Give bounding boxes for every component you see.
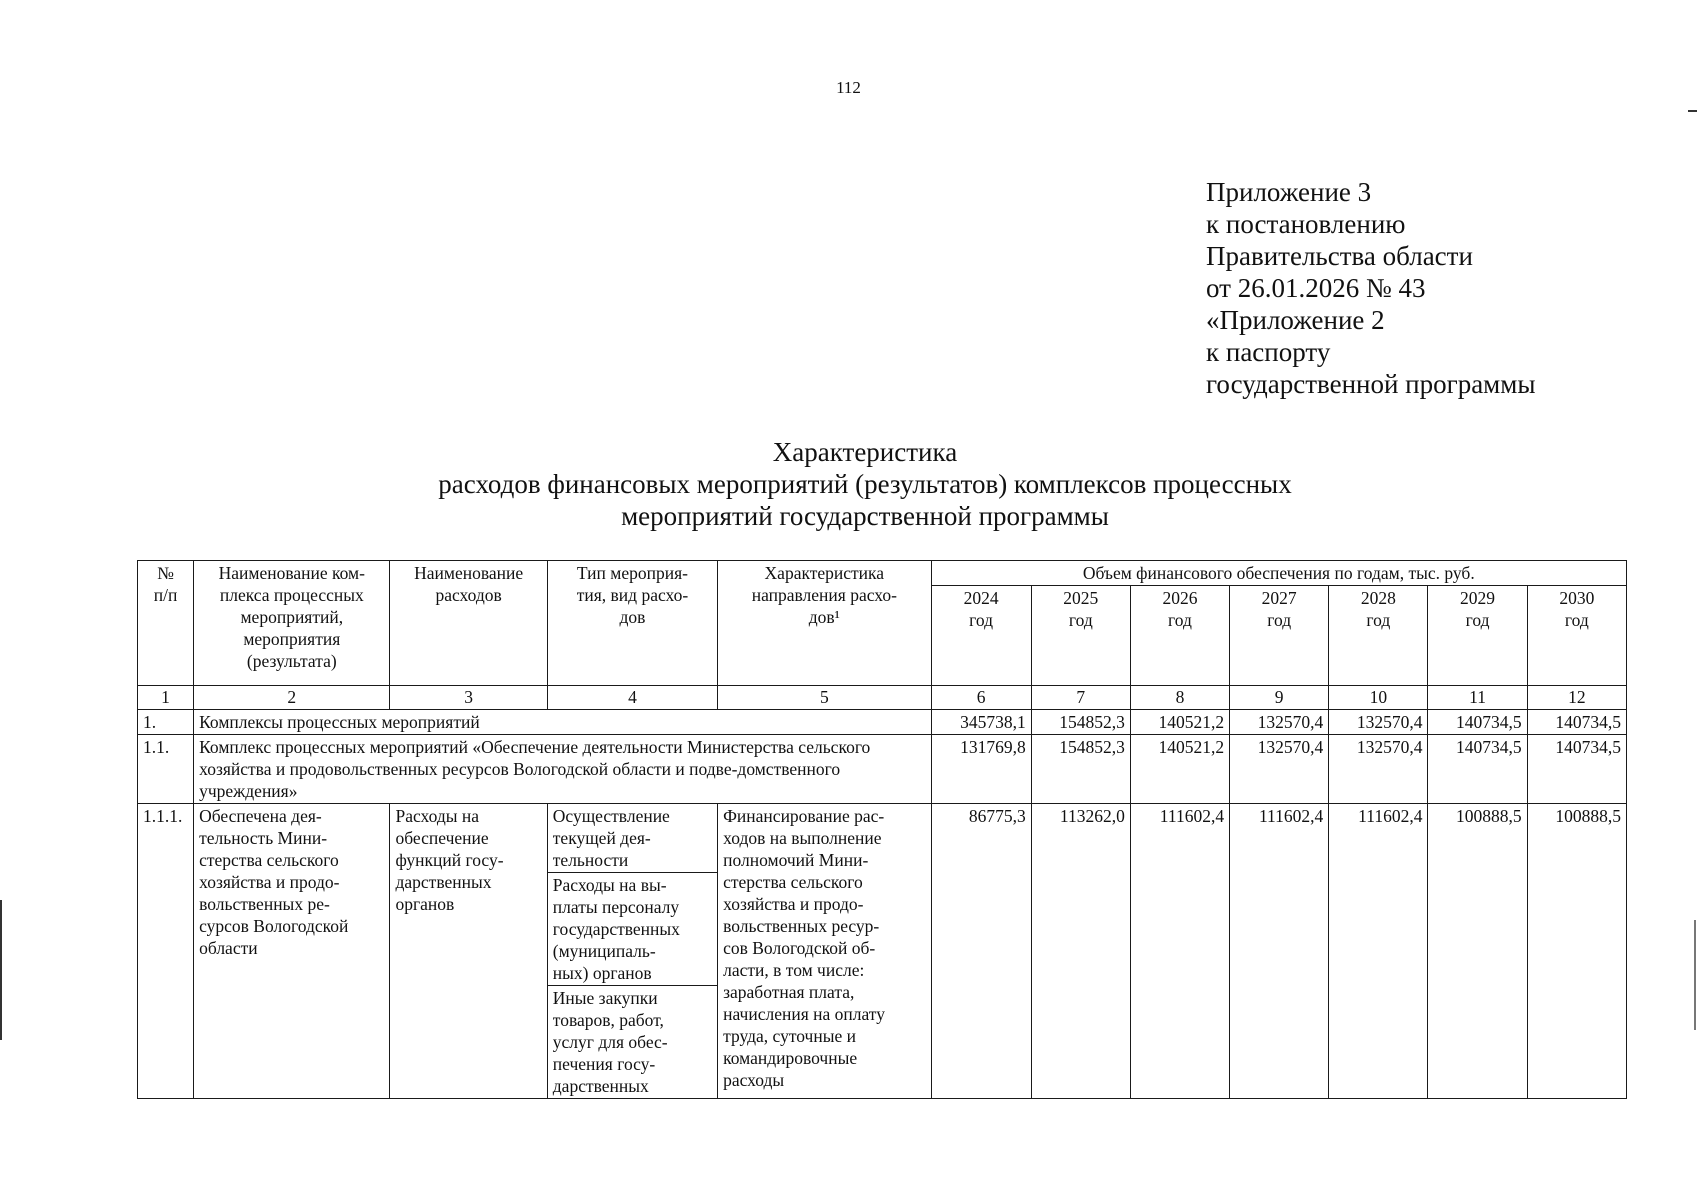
header-year: 2029 год <box>1428 586 1527 686</box>
column-number: 1 <box>138 686 194 710</box>
row-value: 140521,2 <box>1130 710 1229 735</box>
row-value: 132570,4 <box>1230 735 1329 804</box>
header-year: 2026 год <box>1130 586 1229 686</box>
column-number: 2 <box>194 686 390 710</box>
appendix-line: к постановлению <box>1206 209 1406 239</box>
scan-edge-mark <box>0 900 2 1040</box>
header-funding-group: Объем финансового обеспечения по годам, тыс. руб. <box>931 561 1626 586</box>
row-expense-name: Расходы на обеспечение функций госу- дарственных органов <box>390 804 547 1099</box>
document-title <box>0 436 1697 532</box>
table-row <box>138 735 1627 804</box>
column-number: 6 <box>931 686 1031 710</box>
row-value: 140734,5 <box>1527 710 1626 735</box>
header-direction: Характеристика направления расхо- дов¹ <box>718 561 931 686</box>
column-number: 9 <box>1230 686 1329 710</box>
column-number: 11 <box>1428 686 1527 710</box>
row-value: 154852,3 <box>1031 710 1130 735</box>
event-type-item: Расходы на вы- платы персоналу государственных (муниципаль- ных) органов <box>548 873 717 986</box>
column-number: 5 <box>718 686 931 710</box>
row-value: 140734,5 <box>1428 735 1527 804</box>
row-value: 111602,4 <box>1130 804 1229 1099</box>
row-num: 1.1. <box>138 735 194 804</box>
title-line: расходов финансовых мероприятий (результатов) комплексов процессных <box>438 469 1292 499</box>
row-value: 132570,4 <box>1230 710 1329 735</box>
header-expense-name: Наименование расходов <box>390 561 547 686</box>
column-number: 8 <box>1130 686 1229 710</box>
row-value: 140521,2 <box>1130 735 1229 804</box>
appendix-block <box>1206 176 1536 400</box>
page-number: 112 <box>836 78 861 97</box>
event-type-item: Осуществление текущей дея- тельности <box>548 804 717 873</box>
appendix-line: от 26.01.2026 № 43 <box>1206 273 1426 303</box>
row-value: 140734,5 <box>1428 710 1527 735</box>
column-number: 4 <box>547 686 717 710</box>
header-year: 2028 год <box>1329 586 1428 686</box>
appendix-line: к паспорту <box>1206 337 1331 367</box>
scan-edge-mark <box>1694 920 1696 1030</box>
column-number-row <box>138 686 1627 710</box>
row-value: 140734,5 <box>1527 735 1626 804</box>
row-num: 1. <box>138 710 194 735</box>
row-value: 111602,4 <box>1230 804 1329 1099</box>
header-year: 2024 год <box>931 586 1031 686</box>
row-value: 345738,1 <box>931 710 1031 735</box>
financing-table <box>137 560 1627 1099</box>
column-number: 10 <box>1329 686 1428 710</box>
row-value: 100888,5 <box>1428 804 1527 1099</box>
row-value: 131769,8 <box>931 735 1031 804</box>
row-value: 132570,4 <box>1329 710 1428 735</box>
appendix-line: «Приложение 2 <box>1206 305 1385 335</box>
header-row <box>138 561 1627 586</box>
scan-edge-mark <box>1688 110 1697 112</box>
table-row <box>138 804 1627 1099</box>
row-name: Комплексы процессных мероприятий <box>194 710 931 735</box>
title-line: Характеристика <box>772 437 958 467</box>
appendix-line: Правительства области <box>1206 241 1473 271</box>
row-value: 132570,4 <box>1329 735 1428 804</box>
column-number: 3 <box>390 686 547 710</box>
appendix-line: государственной программы <box>1206 369 1536 399</box>
appendix-line: Приложение 3 <box>1206 177 1372 207</box>
column-number: 12 <box>1527 686 1626 710</box>
row-name: Комплекс процессных мероприятий «Обеспечение деятельности Министерства сельского хозяйства и продовольственных ресурсов Вологодской области и подве-домственного учреждения» <box>194 735 931 804</box>
row-event-types <box>547 804 717 1099</box>
table-row <box>138 710 1627 735</box>
title-line: мероприятий государственной программы <box>621 501 1109 531</box>
row-value: 111602,4 <box>1329 804 1428 1099</box>
column-number: 7 <box>1031 686 1130 710</box>
row-value: 86775,3 <box>931 804 1031 1099</box>
header-event-type: Тип мероприя- тия, вид расхо- дов <box>547 561 717 686</box>
event-type-item: Иные закупки товаров, работ, услуг для обес- печения госу- дарственных <box>552 988 668 1096</box>
row-value: 100888,5 <box>1527 804 1626 1099</box>
row-num: 1.1.1. <box>138 804 194 1099</box>
header-complex-name: Наименование ком- плекса процессных мероприятий, мероприятия (результата) <box>194 561 390 686</box>
row-direction: Финансирование рас- ходов на выполнение полномочий Мини- стерства сельского хозяйства и продо- вольственных ресур- сов Вологодской об- ласти, в том числе: заработная плата, начисления на оплату труда, суточные и командировочные расходы <box>718 804 931 1099</box>
header-year: 2025 год <box>1031 586 1130 686</box>
header-num: № п/п <box>138 561 194 686</box>
row-value: 154852,3 <box>1031 735 1130 804</box>
row-result-name: Обеспечена дея- тельность Мини- стерства сельского хозяйства и продо- вольственных ре- сурсов Вологодской области <box>194 804 390 1099</box>
header-year: 2030 год <box>1527 586 1626 686</box>
row-value: 113262,0 <box>1031 804 1130 1099</box>
header-year: 2027 год <box>1230 586 1329 686</box>
